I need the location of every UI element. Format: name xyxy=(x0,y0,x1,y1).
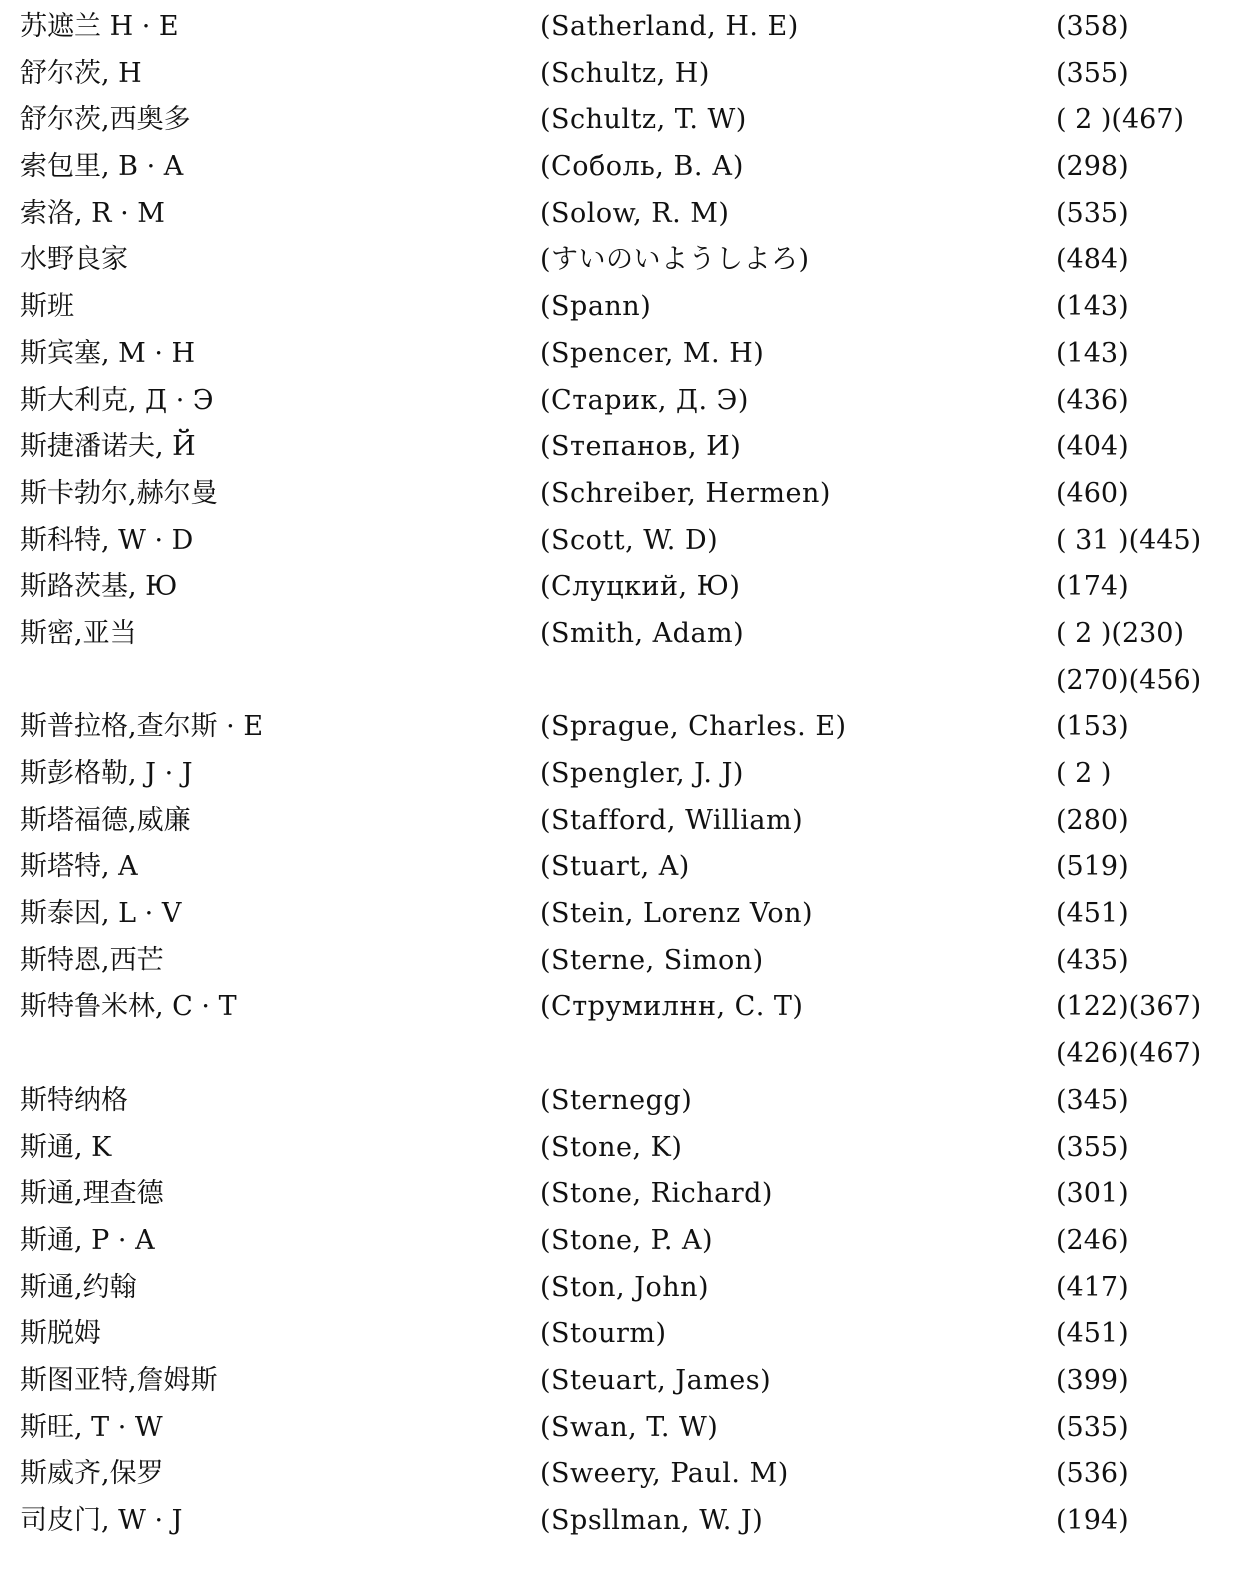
original-name: (Stourm) xyxy=(540,1318,667,1350)
page-references: (345) xyxy=(1056,1084,1129,1116)
chinese-name: 斯威齐,保罗 xyxy=(20,1458,164,1490)
original-name: (Smith, Adam) xyxy=(540,617,745,649)
chinese-name: 斯通, P · A xyxy=(20,1224,155,1256)
chinese-name: 斯泰因, L · V xyxy=(20,898,182,930)
page-references: (451) xyxy=(1056,898,1129,930)
page-references: ( 2 )(230) xyxy=(1056,617,1185,649)
chinese-name: 斯普拉格,查尔斯 · E xyxy=(20,711,264,743)
chinese-name: 舒尔茨, H xyxy=(20,57,142,89)
index-entry xyxy=(0,1358,1260,1405)
original-name: (Соболь, В. А) xyxy=(540,151,744,183)
original-name: (Sweery, Paul. M) xyxy=(540,1458,789,1490)
page-references: (426)(467) xyxy=(1056,1038,1202,1070)
page-references: (143) xyxy=(1056,291,1129,323)
page-references: (484) xyxy=(1056,244,1129,276)
original-name: (Schultz, H) xyxy=(540,57,710,89)
index-entry xyxy=(0,1031,1260,1078)
index-entry xyxy=(0,1405,1260,1452)
original-name: (Spann) xyxy=(540,291,652,323)
index-entry xyxy=(0,518,1260,565)
page-references: (280) xyxy=(1056,804,1129,836)
original-name: (Stone, K) xyxy=(540,1131,683,1163)
index-entry xyxy=(0,611,1260,658)
original-name: (Старик, Д. Э) xyxy=(540,384,749,416)
chinese-name: 斯密,亚当 xyxy=(20,617,137,649)
chinese-name: 斯捷潘诺夫, Й xyxy=(20,431,196,463)
index-entry xyxy=(0,1311,1260,1358)
index-entry xyxy=(0,51,1260,98)
index-entry xyxy=(0,751,1260,798)
chinese-name: 舒尔茨,西奥多 xyxy=(20,104,191,136)
index-entry xyxy=(0,1171,1260,1218)
chinese-name: 司皮门, W · J xyxy=(20,1505,183,1536)
chinese-name: 水野良家 xyxy=(20,244,128,276)
index-entry xyxy=(0,891,1260,938)
index-entry xyxy=(0,1218,1260,1265)
page-references: ( 31 )(445) xyxy=(1056,524,1202,556)
page-references: (358) xyxy=(1056,11,1129,42)
original-name: (Steuart, James) xyxy=(540,1364,772,1396)
page-references: (122)(367) xyxy=(1056,991,1202,1023)
index-entry xyxy=(0,798,1260,845)
index-entry xyxy=(0,984,1260,1031)
chinese-name: 斯路茨基, Ю xyxy=(20,571,178,603)
page-references: (417) xyxy=(1056,1271,1129,1303)
page-references: (143) xyxy=(1056,337,1129,369)
index-entry xyxy=(0,378,1260,425)
chinese-name: 斯通,理查德 xyxy=(20,1178,164,1210)
index-entry xyxy=(0,97,1260,144)
chinese-name: 斯旺, T · W xyxy=(20,1411,163,1443)
original-name: (Stuart, A) xyxy=(540,851,690,883)
name-index-list xyxy=(0,4,1260,1545)
original-name: (Solow, R. M) xyxy=(540,197,730,229)
chinese-name: 斯科特, W · D xyxy=(20,524,194,556)
chinese-name: 斯特恩,西芒 xyxy=(20,944,164,976)
original-name: (Stone, Richard) xyxy=(540,1178,773,1210)
chinese-name: 斯班 xyxy=(20,291,74,323)
original-name: (Schreiber, Hermen) xyxy=(540,477,831,509)
page-references: (535) xyxy=(1056,197,1129,229)
chinese-name: 斯宾塞, M · H xyxy=(20,337,196,369)
index-entry xyxy=(0,844,1260,891)
index-entry xyxy=(0,1265,1260,1312)
original-name: (Ston, John) xyxy=(540,1271,710,1303)
page-references: ( 2 )(467) xyxy=(1056,104,1185,136)
chinese-name: 斯通, K xyxy=(20,1131,112,1163)
index-entry xyxy=(0,144,1260,191)
page-references: (355) xyxy=(1056,57,1129,89)
index-entry xyxy=(0,1451,1260,1498)
original-name: (Spencer, M. H) xyxy=(540,337,765,369)
original-name: (Swan, T. W) xyxy=(540,1411,719,1443)
page-references: (535) xyxy=(1056,1411,1129,1443)
index-entry xyxy=(0,564,1260,611)
page-references: (404) xyxy=(1056,431,1129,463)
original-name: (Scott, W. D) xyxy=(540,524,719,556)
original-name: (Струмилнн, С. Т) xyxy=(540,991,804,1023)
chinese-name: 斯大利克, Д · Э xyxy=(20,384,214,416)
chinese-name: 斯通,约翰 xyxy=(20,1271,137,1303)
chinese-name: 索包里, B · A xyxy=(20,151,184,183)
chinese-name: 斯特纳格 xyxy=(20,1084,128,1116)
chinese-name: 斯脱姆 xyxy=(20,1318,101,1350)
page-references: (174) xyxy=(1056,571,1129,603)
page-references: (436) xyxy=(1056,384,1129,416)
original-name: (すいのいようしよろ) xyxy=(540,244,810,276)
original-name: (Spsllman, W. J) xyxy=(540,1505,764,1536)
chinese-name: 斯特鲁米林, C · T xyxy=(20,991,237,1023)
index-entry xyxy=(0,1078,1260,1125)
page-references: (298) xyxy=(1056,151,1129,183)
index-entry xyxy=(0,424,1260,471)
index-entry xyxy=(0,1125,1260,1172)
chinese-name: 斯塔福德,威廉 xyxy=(20,804,191,836)
original-name: (Spengler, J. J) xyxy=(540,758,744,789)
index-entry xyxy=(0,4,1260,51)
original-name: (Stein, Lorenz Von) xyxy=(540,898,814,930)
original-name: (Schultz, T. W) xyxy=(540,104,747,136)
original-name: (Stafford, William) xyxy=(540,804,804,836)
page-references: (519) xyxy=(1056,851,1129,883)
index-entry xyxy=(0,237,1260,284)
index-entry xyxy=(0,191,1260,238)
original-name: (Satherland, H. E) xyxy=(540,11,799,42)
original-name: (Слуцкий, Ю) xyxy=(540,571,741,603)
chinese-name: 苏遮兰 H · E xyxy=(20,11,179,42)
page-references: (301) xyxy=(1056,1178,1129,1210)
page-references: (246) xyxy=(1056,1224,1129,1256)
page-references: (153) xyxy=(1056,711,1129,743)
page-references: (536) xyxy=(1056,1458,1129,1490)
page-references: (270)(456) xyxy=(1056,664,1202,696)
index-entry xyxy=(0,284,1260,331)
page-references: (460) xyxy=(1056,477,1129,509)
original-name: (Sterne, Simon) xyxy=(540,944,764,976)
page-references: (451) xyxy=(1056,1318,1129,1350)
chinese-name: 斯彭格勒, J · J xyxy=(20,758,193,789)
page-references: (435) xyxy=(1056,944,1129,976)
index-entry xyxy=(0,658,1260,705)
index-entry xyxy=(0,1498,1260,1545)
page-references: ( 2 ) xyxy=(1056,758,1112,789)
original-name: (Sprague, Charles. E) xyxy=(540,711,847,743)
chinese-name: 斯图亚特,詹姆斯 xyxy=(20,1364,218,1396)
chinese-name: 索洛, R · M xyxy=(20,197,165,229)
page-references: (399) xyxy=(1056,1364,1129,1396)
index-entry xyxy=(0,704,1260,751)
chinese-name: 斯卡勃尔,赫尔曼 xyxy=(20,477,218,509)
original-name: (Sternegg) xyxy=(540,1084,693,1116)
index-entry xyxy=(0,331,1260,378)
index-entry xyxy=(0,471,1260,518)
chinese-name: 斯塔特, A xyxy=(20,851,138,883)
original-name: (Sтепанов, И) xyxy=(540,431,742,463)
index-entry xyxy=(0,938,1260,985)
original-name: (Stone, P. A) xyxy=(540,1224,714,1256)
page-references: (355) xyxy=(1056,1131,1129,1163)
page-references: (194) xyxy=(1056,1505,1129,1536)
